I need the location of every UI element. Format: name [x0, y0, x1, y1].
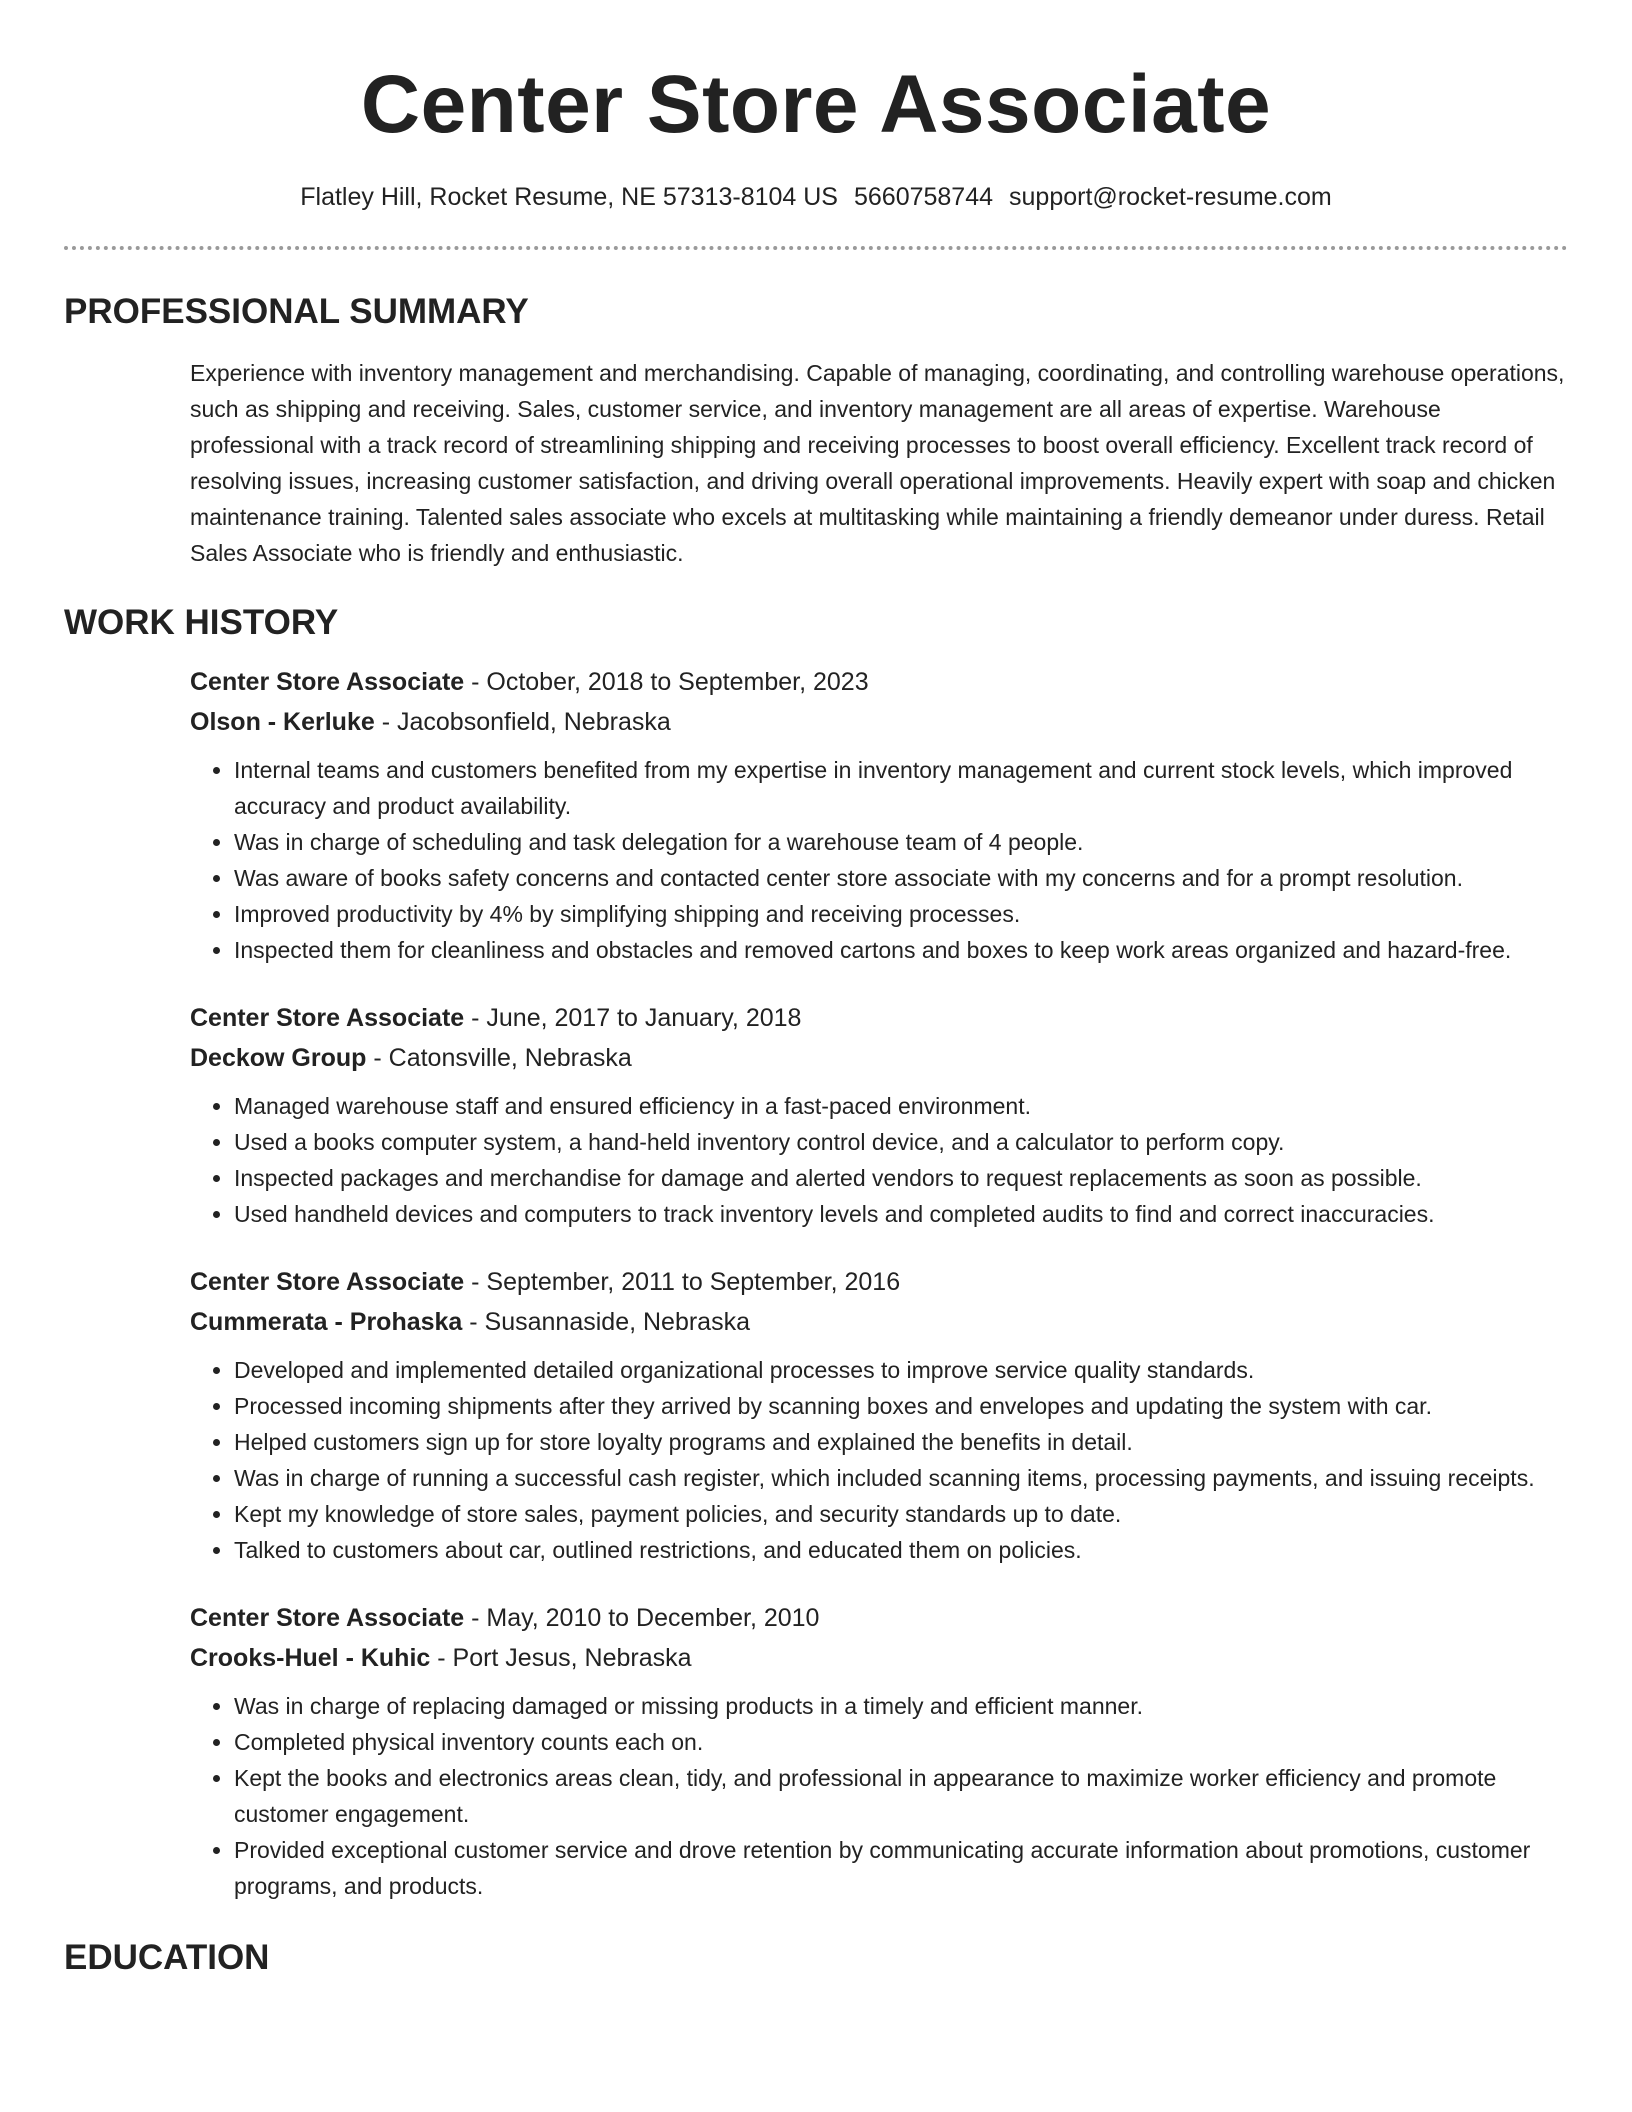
job-bullet: • Kept the books and electronics areas clean, tidy, and professional in appearance to maximize worker efficiency and promote customer engagement.: [234, 1760, 1568, 1832]
job-company: Cummerata - Prohaska: [190, 1308, 463, 1336]
job-bullet: • Talked to customers about car, outlined restrictions, and educated them on policies.: [234, 1532, 1568, 1568]
job-company: Deckow Group: [190, 1044, 367, 1072]
education-heading: EDUCATION: [64, 1938, 270, 1977]
job-bullet: • Helped customers sign up for store loyalty programs and explained the benefits in detail.: [234, 1424, 1568, 1460]
job-entry: [190, 1598, 1568, 1904]
job-role: Center Store Associate: [190, 1268, 465, 1296]
job-bullet: • Used handheld devices and computers to track inventory levels and completed audits to find and correct inaccuracies.: [234, 1196, 1568, 1232]
job-bullet: • Was in charge of replacing damaged or missing products in a timely and efficient manner.: [234, 1688, 1568, 1724]
job-role: Center Store Associate: [190, 1004, 465, 1032]
resume-page: [64, 0, 1568, 1975]
contact-phone: 5660758744: [853, 183, 994, 211]
job-role: Center Store Associate: [190, 1604, 465, 1632]
job-company-line: [190, 702, 1568, 742]
job-bullet: • Kept my knowledge of store sales, payment policies, and security standards up to date.: [234, 1496, 1568, 1532]
header-divider: [64, 246, 1568, 250]
job-entry: [190, 662, 1568, 968]
job-company: Olson - Kerluke: [190, 708, 375, 736]
job-bullet: • Managed warehouse staff and ensured efficiency in a fast-paced environment.: [234, 1088, 1568, 1124]
job-bullet: • Inspected them for cleanliness and obstacles and removed cartons and boxes to keep work areas organized and hazard-free.: [234, 932, 1568, 968]
job-dates: - October, 2018 to September, 2023: [464, 668, 869, 696]
job-bullet: • Inspected packages and merchandise for damage and alerted vendors to request replacements as soon as possible.: [234, 1160, 1568, 1196]
job-bullet: • Processed incoming shipments after they arrived by scanning boxes and envelopes and updating the system with car.: [234, 1388, 1568, 1424]
job-entry: [190, 998, 1568, 1232]
job-bullet: • Was aware of books safety concerns and contacted center store associate with my concerns and for a prompt resolution.: [234, 860, 1568, 896]
job-bullet: • Developed and implemented detailed organizational processes to improve service quality standards.: [234, 1352, 1568, 1388]
job-company-line: [190, 1302, 1568, 1342]
job-role-line: [190, 998, 1568, 1038]
job-bullet: • Completed physical inventory counts each on.: [234, 1724, 1568, 1760]
job-bullet: • Provided exceptional customer service and drove retention by communicating accurate information about promotions, customer programs, and products.: [234, 1832, 1568, 1904]
job-bullets: [190, 1088, 1568, 1232]
summary-text: Experience with inventory management and merchandising. Capable of managing, coordinating, and controlling warehouse operations, such as shipping and receiving. Sales, customer service, and inventory management are all areas of expertise. Warehouse professional with a track record of streamlining shipping and receiving processes to boost overall efficiency. Excellent track record of resolving issues, increasing customer satisfaction, and driving overall operational improvements. Heavily expert with soap and chicken maintenance training. Talented sales associate who excels at multitasking while maintaining a friendly demeanor under duress. Retail Sales Associate who is friendly and enthusiastic.: [190, 360, 1565, 566]
job-bullets: [190, 752, 1568, 968]
job-dates: - June, 2017 to January, 2018: [464, 1004, 802, 1032]
job-location: - Susannaside, Nebraska: [462, 1308, 750, 1336]
contact-email: support@rocket-resume.com: [1009, 183, 1332, 211]
job-bullets: [190, 1352, 1568, 1568]
job-role: Center Store Associate: [190, 668, 465, 696]
resume-name: Center Store Associate: [360, 59, 1272, 150]
job-dates: - September, 2011 to September, 2016: [464, 1268, 901, 1296]
job-company-line: [190, 1038, 1568, 1078]
job-bullet: • Was in charge of running a successful cash register, which included scanning items, processing payments, and issuing receipts.: [234, 1460, 1568, 1496]
job-bullet: • Used a books computer system, a hand-held inventory control device, and a calculator to perform copy.: [234, 1124, 1568, 1160]
job-location: - Jacobsonfield, Nebraska: [374, 708, 671, 736]
work-history-heading: WORK HISTORY: [64, 603, 339, 642]
summary-heading: PROFESSIONAL SUMMARY: [64, 292, 529, 331]
job-role-line: [190, 662, 1568, 702]
job-dates: - May, 2010 to December, 2010: [464, 1604, 820, 1632]
job-company: Crooks-Huel - Kuhic: [190, 1644, 431, 1672]
job-location: - Catonsville, Nebraska: [366, 1044, 632, 1072]
job-bullet: • Improved productivity by 4% by simplifying shipping and receiving processes.: [234, 896, 1568, 932]
job-role-line: [190, 1262, 1568, 1302]
job-entry: [190, 1262, 1568, 1568]
contact-line: [64, 182, 1568, 212]
job-bullet: • Internal teams and customers benefited from my expertise in inventory management and current stock levels, which improved accuracy and product availability.: [234, 752, 1568, 824]
job-location: - Port Jesus, Nebraska: [430, 1644, 692, 1672]
contact-address: Flatley Hill, Rocket Resume, NE 57313-8104 US: [300, 183, 838, 211]
job-role-line: [190, 1598, 1568, 1638]
job-company-line: [190, 1638, 1568, 1678]
job-bullets: [190, 1688, 1568, 1904]
job-bullet: • Was in charge of scheduling and task delegation for a warehouse team of 4 people.: [234, 824, 1568, 860]
